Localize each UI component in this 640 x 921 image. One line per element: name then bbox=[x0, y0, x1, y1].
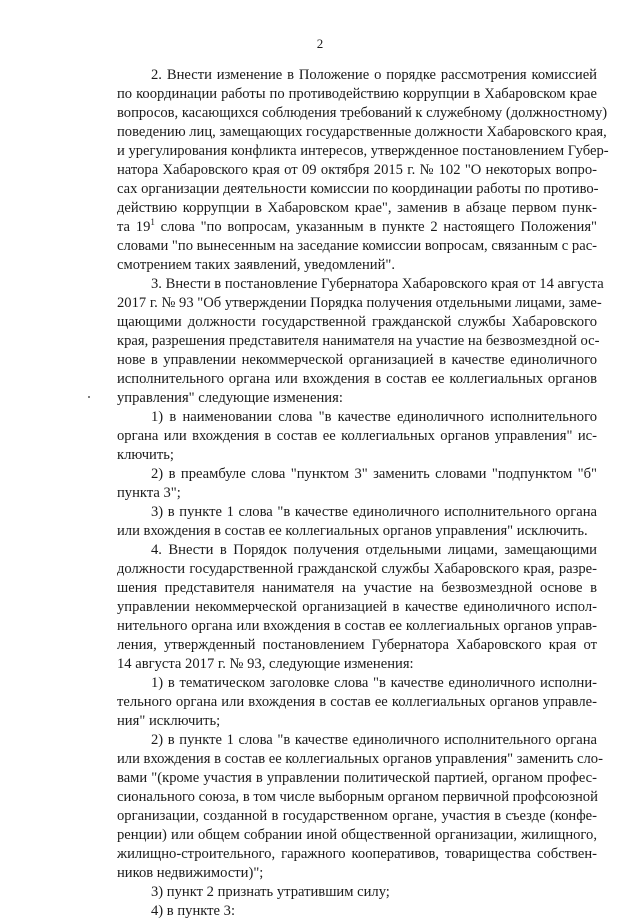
text-line: или вхождения в состав ее коллегиальных органов управления" заменить сло- bbox=[117, 751, 603, 767]
text-line: или вхождения в состав ее коллегиальных органов управления" исключить. bbox=[117, 523, 588, 539]
text-line: по координации работы по противодействию коррупции в Хабаровском крае bbox=[117, 86, 597, 102]
text-line: поведению лиц, замещающих государственные должности Хабаровского края, bbox=[117, 124, 607, 140]
text-line: 4) в пункте 3: bbox=[151, 903, 236, 919]
text-line: 14 августа 2017 г. № 93, следующие изменения: bbox=[117, 656, 414, 672]
text-line: пункта 3"; bbox=[117, 485, 181, 501]
text-line: управлении некоммерческой организацией в качестве единоличного испол- bbox=[117, 599, 597, 615]
text-line: края, разрешения представителя нанимателя на участие на безвозмездной ос- bbox=[117, 333, 600, 349]
text-line: управления" следующие изменения: bbox=[117, 390, 343, 406]
text-line: та $19^1$ слова "по вопросам, указанным в пункте 2 настоящего Положения" bbox=[117, 217, 597, 235]
text-line: смотрением таких заявлений, уведомлений". bbox=[117, 257, 396, 273]
page-number: 2 bbox=[316, 36, 324, 51]
text-line: натора Хабаровского края от 09 октября 2015 г. № 102 "О некоторых вопро- bbox=[117, 162, 597, 178]
text-line: ренции) или общем собрании иной общественной организации, жилищного, bbox=[117, 827, 597, 843]
margin-mark bbox=[88, 396, 90, 398]
text-line: организации, созданной в государственном органе, участия в съезде (конфе- bbox=[117, 808, 597, 824]
text-line: 2) в преамбуле слова "пунктом 3" заменить словами "подпунктом "б" bbox=[151, 466, 597, 482]
text-line: должности государственной гражданской службы Хабаровского края, разре- bbox=[117, 561, 597, 577]
text-line: 1) в наименовании слова "в качестве единоличного исполнительного bbox=[151, 409, 597, 425]
text-line: 3. Внести в постановление Губернатора Хабаровского края от 14 августа bbox=[151, 276, 604, 292]
text-line: 4. Внести в Порядок получения отдельными лицами, замещающими bbox=[151, 542, 597, 558]
document-body bbox=[117, 66, 609, 921]
text-line: ления, утвержденный постановлением Губернатора Хабаровского края от bbox=[117, 637, 597, 653]
text-line: исполнительного органа или вхождения в состав ее коллегиальных органов bbox=[117, 371, 597, 387]
text-line: ников недвижимости)"; bbox=[117, 865, 264, 881]
text-line: сионального союза, в том числе выборным органом первичной профсоюзной bbox=[117, 789, 598, 805]
text-line: нительного органа или вхождения в состав ее коллегиальных органов управ- bbox=[117, 618, 597, 634]
text-line: органа или вхождения в состав ее коллегиальных органов управления" ис- bbox=[117, 428, 597, 444]
text-line: вопросов, касающихся соблюдения требований к служебному (должностному) bbox=[117, 105, 608, 121]
text-line: вами "(кроме участия в управлении политической партией, органом профес- bbox=[117, 770, 597, 786]
text-line: 3) пункт 2 признать утратившим силу; bbox=[151, 884, 390, 900]
text-line: ния" исключить; bbox=[117, 713, 221, 729]
text-line: 2) в пункте 1 слова "в качестве единоличного исполнительного органа bbox=[151, 732, 597, 748]
text-line: сах организации деятельности комиссии по координации работы по противо- bbox=[117, 181, 599, 197]
text-line: 2017 г. № 93 "Об утверждении Порядка получения отдельными лицами, заме- bbox=[117, 295, 602, 311]
text-line: словами "по вынесенным на заседание комиссии вопросам, связанным с рас- bbox=[117, 238, 598, 254]
text-line: и урегулирования конфликта интересов, утвержденное постановлением Губер- bbox=[117, 143, 609, 159]
text-line: 1) в тематическом заголовке слова "в качестве единоличного исполни- bbox=[151, 675, 597, 691]
text-line: 3) в пункте 1 слова "в качестве единоличного исполнительного органа bbox=[151, 504, 597, 520]
text-line: нове в управлении некоммерческой организацией в качестве единоличного bbox=[117, 352, 597, 368]
text-line: 2. Внести изменение в Положение о порядке рассмотрения комиссией bbox=[151, 67, 597, 83]
text-line: тельного органа или вхождения в состав ее коллегиальных органов управле- bbox=[117, 694, 597, 710]
text-line: действию коррупции в Хабаровском крае", заменив в абзаце первом пунк- bbox=[117, 200, 597, 216]
text-line: жилищно-строительного, гаражного кооперативов, товарищества собствен- bbox=[117, 846, 597, 862]
text-line: шения представителя нанимателя на участие на безвозмездной основе в bbox=[117, 580, 597, 596]
text-line: щающими должности государственной гражданской службы Хабаровского bbox=[117, 314, 597, 330]
text-line: ключить; bbox=[117, 447, 174, 463]
